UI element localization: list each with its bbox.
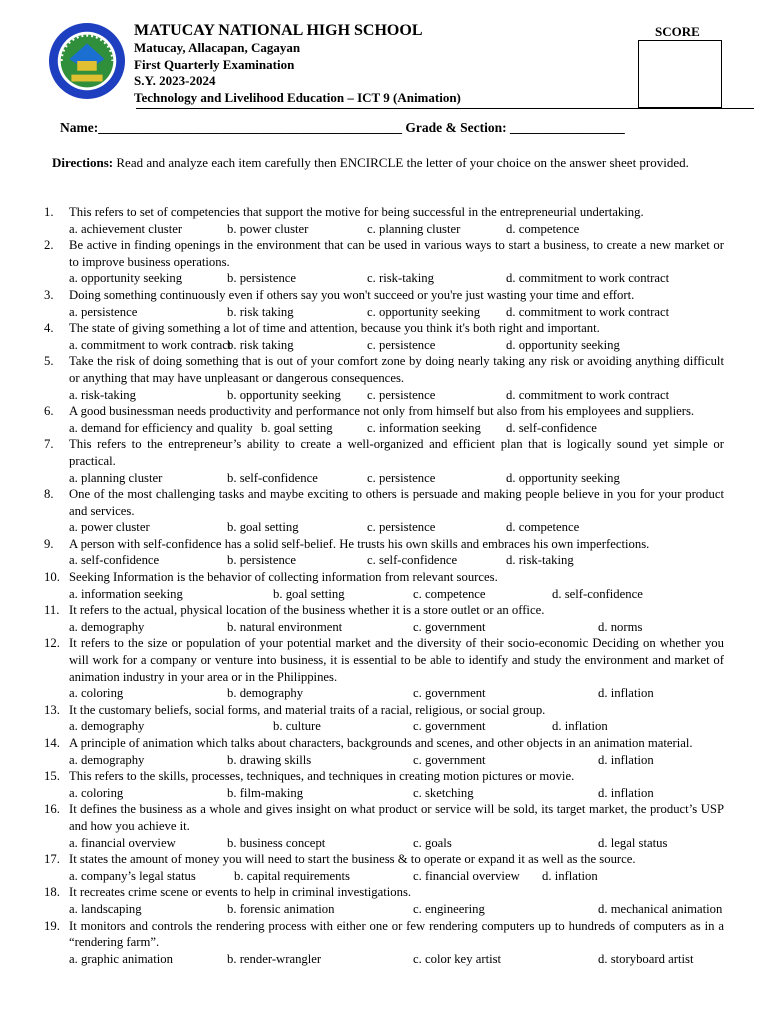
choice-row <box>69 619 724 636</box>
question-number: 4. <box>44 321 54 336</box>
question-number: 7. <box>44 437 54 452</box>
choice-row <box>69 387 724 404</box>
choice-c[interactable]: c. risk-taking <box>367 271 434 286</box>
directions-label: Directions: <box>52 155 114 170</box>
question-text: Seeking Information is the behavior of collecting information from relevant sources. <box>69 570 498 585</box>
question-text: The state of giving something a lot of time and attention, because you think it's both right and important. <box>69 321 600 336</box>
question-item <box>44 768 724 801</box>
choice-c[interactable]: c. financial overview <box>413 868 520 883</box>
choice-a[interactable]: a. coloring <box>69 686 124 701</box>
choice-d[interactable]: d. self-confidence <box>506 420 597 435</box>
choice-a[interactable]: a. planning cluster <box>69 470 163 485</box>
choice-b[interactable]: b. goal setting <box>227 520 299 535</box>
choice-row <box>69 470 724 487</box>
choice-a[interactable]: a. company’s legal status <box>69 868 196 883</box>
question-text: It the customary beliefs, social forms, and material traits of a racial, religious, or social group. <box>69 702 546 717</box>
choice-b[interactable]: b. drawing skills <box>227 752 312 767</box>
choice-d[interactable]: d. inflation <box>542 868 598 883</box>
choice-d[interactable]: d. self-confidence <box>552 586 643 601</box>
choice-c[interactable]: c. goals <box>413 835 452 850</box>
choice-row <box>69 519 724 536</box>
question-item <box>44 287 724 320</box>
choice-c[interactable]: c. planning cluster <box>367 221 461 236</box>
choice-c[interactable]: c. government <box>413 752 486 767</box>
choice-b[interactable]: b. forensic animation <box>227 901 335 916</box>
choice-a[interactable]: a. achievement cluster <box>69 221 183 236</box>
question-number: 18. <box>44 885 60 900</box>
question-item <box>44 918 724 968</box>
question-item <box>44 801 724 851</box>
choice-d[interactable]: d. inflation <box>598 686 654 701</box>
question-item <box>44 536 724 569</box>
school-name: MATUCAY NATIONAL HIGH SCHOOL <box>134 22 423 39</box>
choice-row <box>69 951 724 968</box>
choice-c[interactable]: c. persistence <box>367 470 436 485</box>
question-item <box>44 436 724 486</box>
question-text: One of the most challenging tasks and maybe exciting to others is persuade and making people believe in you for your product and services. <box>69 487 724 518</box>
question-text: This refers to the skills, processes, techniques, and techniques in creating motion pictures or movie. <box>69 769 575 784</box>
choice-a[interactable]: a. coloring <box>69 785 124 800</box>
choice-c[interactable]: c. color key artist <box>413 951 502 966</box>
choice-c[interactable]: c. persistence <box>367 387 436 402</box>
choice-c[interactable]: c. persistence <box>367 337 436 352</box>
question-number: 15. <box>44 769 60 784</box>
choice-b[interactable]: b. self-confidence <box>227 470 318 485</box>
choice-d[interactable]: d. mechanical animation <box>598 901 723 916</box>
choice-a[interactable]: a. financial overview <box>69 835 176 850</box>
choice-d[interactable]: d. commitment to work contract <box>506 304 670 319</box>
choice-row <box>69 752 724 769</box>
question-number: 16. <box>44 802 60 817</box>
choice-a[interactable]: a. power cluster <box>69 520 150 535</box>
school-year: S.Y. 2023-2024 <box>134 73 216 89</box>
exam-header <box>0 0 768 112</box>
choice-b[interactable]: b. capital requirements <box>234 868 350 883</box>
question-item <box>44 486 724 536</box>
question-text: A person with self-confidence has a solid self-belief. He trusts his own skills and embraces his own imperfections. <box>69 536 650 551</box>
choice-c[interactable]: c. sketching <box>413 785 474 800</box>
choice-c[interactable]: c. engineering <box>413 901 485 916</box>
choice-d[interactable]: d. norms <box>598 619 643 634</box>
school-heading <box>134 22 461 106</box>
question-number: 6. <box>44 404 54 419</box>
question-text: This refers to the entrepreneur’s ability to create a well-organized and efficient plan that is logically sound yet simple or practical. <box>69 437 724 468</box>
choice-d[interactable]: d. inflation <box>552 719 608 734</box>
subject-title: Technology and Livelihood Education – ICT 9 (Animation) <box>134 89 461 105</box>
question-text: It monitors and controls the rendering process with either one or few rendering computers up to hundreds of computers as in a “rendering farm”. <box>69 918 724 950</box>
choice-b[interactable]: b. film-making <box>227 785 304 800</box>
choice-d[interactable]: d. opportunity seeking <box>506 470 620 485</box>
name-grade-line[interactable]: Name:_____________________________________________ Grade & Section: _________________ <box>60 120 625 135</box>
choice-d[interactable]: d. commitment to work contract <box>506 271 670 286</box>
choice-c[interactable]: c. government <box>413 719 486 734</box>
choice-a[interactable]: a. information seeking <box>69 586 183 601</box>
choice-row <box>69 420 724 437</box>
question-item <box>44 403 724 436</box>
question-item <box>44 635 724 701</box>
choice-d[interactable]: d. risk-taking <box>506 553 574 568</box>
question-number: 9. <box>44 536 54 551</box>
choice-b[interactable]: b. risk taking <box>227 304 294 319</box>
choice-a[interactable]: a. risk-taking <box>69 387 136 402</box>
question-text: It defines the business as a whole and gives insight on what product or service will be sold, its target market, the product’s USP and how you achieve it. <box>69 802 724 833</box>
choice-a[interactable]: a. opportunity seeking <box>69 271 183 286</box>
school-address: Matucay, Allacapan, Cagayan <box>134 40 301 55</box>
question-item <box>44 851 724 884</box>
question-item <box>44 602 724 635</box>
question-item <box>44 569 724 602</box>
choice-b[interactable]: b. persistence <box>227 553 297 568</box>
choice-b[interactable]: b. risk taking <box>227 337 294 352</box>
score-label: SCORE <box>655 24 700 39</box>
choice-b[interactable]: b. goal setting <box>261 420 333 435</box>
choice-c[interactable]: c. persistence <box>367 520 436 535</box>
choice-a[interactable]: a. commitment to work contract <box>69 337 232 352</box>
choice-a[interactable]: a. persistence <box>69 304 138 319</box>
choice-d[interactable]: d. competence <box>506 520 580 535</box>
choice-c[interactable]: c. opportunity seeking <box>367 304 481 319</box>
school-seal-icon <box>48 22 126 100</box>
choice-c[interactable]: c. information seeking <box>367 420 481 435</box>
choice-row <box>69 221 724 238</box>
question-text: It refers to the actual, physical location of the business whether it is a store outlet or an office. <box>69 603 545 618</box>
choice-row <box>69 868 724 885</box>
choice-c[interactable]: c. government <box>413 686 486 701</box>
question-number: 12. <box>44 636 60 651</box>
question-text: This refers to set of competencies that support the motive for being successful in the entrepreneurial undertaking. <box>69 205 644 219</box>
question-number: 5. <box>44 354 54 369</box>
choice-a[interactable]: a. landscaping <box>69 901 142 916</box>
choice-row <box>69 586 724 603</box>
question-item <box>44 735 724 768</box>
header-divider <box>136 108 754 109</box>
question-number: 14. <box>44 736 60 750</box>
choice-d[interactable]: d. competence <box>506 221 580 236</box>
choice-row <box>69 304 724 321</box>
choice-b[interactable]: b. culture <box>273 719 321 734</box>
question-text: Doing something continuously even if others say you won't succeed or you're just wasting your time and effort. <box>69 287 635 302</box>
choice-d[interactable]: d. inflation <box>598 752 654 767</box>
choice-c[interactable]: c. competence <box>413 586 486 601</box>
question-text: It refers to the size or population of your potential market and the diversity of their socio-economic Deciding on whether you will work for a company or venture into business, it is essential to be able to identify and study the environment and market of animation industry in your area or in the Philippines. <box>69 636 724 684</box>
choice-b[interactable]: b. opportunity seeking <box>227 387 341 402</box>
question-number: 17. <box>44 852 60 867</box>
question-text: It recreates crime scene or events to help in criminal investigations. <box>69 885 412 900</box>
choice-b[interactable]: b. goal setting <box>273 586 345 601</box>
choice-b[interactable]: b. demography <box>227 686 304 701</box>
choice-d[interactable]: d. legal status <box>598 835 668 850</box>
choice-d[interactable]: d. inflation <box>598 785 654 800</box>
question-number: 2. <box>44 238 54 253</box>
choice-b[interactable]: b. render-wrangler <box>227 951 322 966</box>
question-text: Take the risk of doing something that is out of your comfort zone by doing nearly taking any risk or avoiding anything difficult or anything that may have unpleasant or dangerous consequences. <box>69 354 724 385</box>
choice-a[interactable]: a. graphic animation <box>69 951 173 966</box>
question-number: 11. <box>44 603 60 618</box>
question-text: Be active in finding openings in the environment that can be used in various ways to start a business, to create a new market or to improve business operations. <box>69 238 724 269</box>
question-text: A principle of animation which talks about characters, backgrounds and scenes, and other objects in an animation material. <box>69 736 693 750</box>
question-item <box>44 702 724 735</box>
question-item <box>44 204 724 237</box>
score-box[interactable] <box>638 40 722 108</box>
choice-row <box>69 685 724 702</box>
question-number: 13. <box>44 702 60 717</box>
question-number: 10. <box>44 570 60 585</box>
choice-b[interactable]: b. persistence <box>227 271 297 286</box>
choice-row <box>69 337 724 354</box>
directions-text: Read and analyze each item carefully then ENCIRCLE the letter of your choice on the answer sheet provided. <box>113 155 689 170</box>
choice-d[interactable]: d. storyboard artist <box>598 951 694 966</box>
choice-a[interactable]: a. demography <box>69 752 145 767</box>
choice-row <box>69 552 724 569</box>
choice-b[interactable]: b. business concept <box>227 835 326 850</box>
choice-d[interactable]: d. opportunity seeking <box>506 337 620 352</box>
question-item <box>44 320 724 353</box>
choice-a[interactable]: a. demography <box>69 719 145 734</box>
choice-c[interactable]: c. self-confidence <box>367 553 458 568</box>
question-number: 1. <box>44 205 54 219</box>
choice-c[interactable]: c. government <box>413 619 486 634</box>
choice-row <box>69 901 724 918</box>
choice-row <box>69 835 724 852</box>
choice-b[interactable]: b. natural environment <box>227 619 343 634</box>
question-item <box>44 884 724 917</box>
question-number: 8. <box>44 487 54 502</box>
question-text: It states the amount of money you will need to start the business & to operate or expand it as well as the source. <box>69 852 636 867</box>
choice-row <box>69 785 724 802</box>
question-item <box>44 237 724 287</box>
question-item <box>44 353 724 403</box>
question-text: A good businessman needs productivity and performance not only from himself but also from his employees and suppliers. <box>69 404 695 419</box>
question-number: 3. <box>44 287 54 302</box>
choice-b[interactable]: b. power cluster <box>227 221 309 236</box>
choice-d[interactable]: d. commitment to work contract <box>506 387 670 402</box>
choice-row <box>69 270 724 287</box>
choice-a[interactable]: a. demand for efficiency and quality <box>69 420 253 435</box>
question-list <box>44 204 724 967</box>
exam-title: First Quarterly Examination <box>134 56 295 72</box>
choice-a[interactable]: a. self-confidence <box>69 553 160 568</box>
choice-a[interactable]: a. demography <box>69 619 145 634</box>
question-number: 19. <box>44 918 60 933</box>
choice-row <box>69 718 724 735</box>
directions <box>52 154 722 171</box>
